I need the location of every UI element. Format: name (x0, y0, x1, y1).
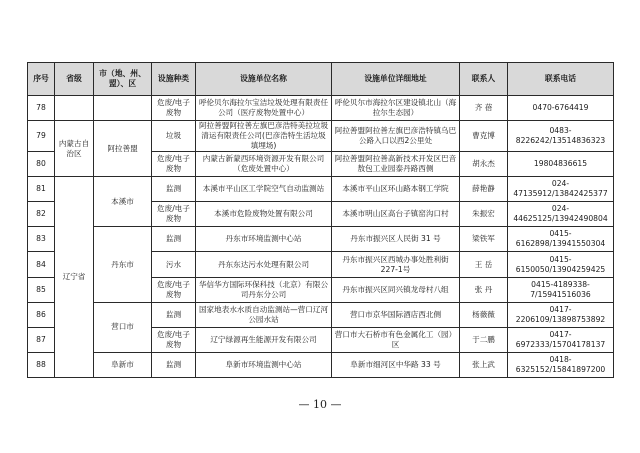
cell-address: 丹东市振兴区西城办事处胜利街227-1号 (332, 252, 460, 277)
cell-city-yingkou: 营口市 (94, 302, 152, 352)
page-number: — 10 — (298, 398, 342, 411)
cell-no: 85 (28, 277, 55, 302)
table-row (28, 177, 614, 202)
table-row (28, 121, 614, 152)
cell-phone: 0415-4189338-7/15941516036 (508, 277, 614, 302)
cell-contact: 张上武 (460, 352, 508, 377)
table-row (28, 227, 614, 252)
cell-address: 本溪市平山区环山路本钢工学院 (332, 177, 460, 202)
table-row (28, 302, 614, 327)
cell-name: 阜新市环境监测中心站 (196, 352, 332, 377)
cell-type: 危废/电子废物 (152, 202, 196, 227)
cell-contact: 王 岳 (460, 252, 508, 277)
cell-address: 丹东市振兴区同兴镇龙母村八组 (332, 277, 460, 302)
cell-contact: 曹克博 (460, 121, 508, 152)
cell-contact: 于二鹏 (460, 327, 508, 352)
cell-province (55, 96, 94, 121)
cell-contact: 齐 蓓 (460, 96, 508, 121)
cell-name: 本溪市平山区工学院空气自动监测站 (196, 177, 332, 202)
cell-province-nmg: 内蒙古自治区 (55, 121, 94, 177)
cell-city-alashan: 阿拉善盟 (94, 121, 152, 177)
cell-city-fuxin: 阜新市 (94, 352, 152, 377)
cell-name: 呼伦贝尔海拉尔宝洁垃圾处理有限责任公司（医疗废物处置中心） (196, 96, 332, 121)
cell-no: 88 (28, 352, 55, 377)
table-row (28, 96, 614, 121)
cell-type: 危废/电子废物 (152, 152, 196, 177)
cell-phone: 0417-6972333/15704178137 (508, 327, 614, 352)
cell-address: 呼伦贝尔市海拉尔区建设镇北山（海拉尔生态园） (332, 96, 460, 121)
header-province: 省级 (55, 63, 94, 96)
cell-no: 87 (28, 327, 55, 352)
cell-type: 监测 (152, 302, 196, 327)
header-no: 序号 (28, 63, 55, 96)
cell-contact: 梁铁军 (460, 227, 508, 252)
cell-address: 阿拉善盟阿拉善高新技术开发区巴音敖包工业园泰丹路西侧 (332, 152, 460, 177)
cell-name: 内蒙古新蒙西环境资源开发有限公司（危废处置中心） (196, 152, 332, 177)
cell-type: 危废/电子废物 (152, 277, 196, 302)
table-header-row (28, 63, 614, 96)
cell-phone: 024-44625125/13942490804 (508, 202, 614, 227)
cell-name: 华信华方国际环保科技（北京）有限公司丹东分公司 (196, 277, 332, 302)
cell-contact: 胡永杰 (460, 152, 508, 177)
cell-type: 监测 (152, 352, 196, 377)
cell-phone: 024-47135912/13842425377 (508, 177, 614, 202)
header-contact: 联系人 (460, 63, 508, 96)
cell-city (94, 96, 152, 121)
cell-name: 丹东东达污水处理有限公司 (196, 252, 332, 277)
cell-address: 丹东市振兴区人民街 31 号 (332, 227, 460, 252)
header-city: 市（地、州、盟）、区 (94, 63, 152, 96)
cell-city-benxi: 本溪市 (94, 177, 152, 227)
cell-type: 监测 (152, 227, 196, 252)
cell-phone: 0483-8226242/13514836323 (508, 121, 614, 152)
cell-name: 辽宁绿源再生能源开发有限公司 (196, 327, 332, 352)
cell-address: 营口市京华国际酒店西北侧 (332, 302, 460, 327)
cell-address: 营口市大石桥市有色金属化工（园）区 (332, 327, 460, 352)
cell-type: 危废/电子废物 (152, 327, 196, 352)
cell-contact: 薛艳静 (460, 177, 508, 202)
cell-contact: 朱振宏 (460, 202, 508, 227)
cell-type: 危废/电子废物 (152, 96, 196, 121)
table-row (28, 352, 614, 377)
cell-phone: 0418-6325152/15841897200 (508, 352, 614, 377)
cell-phone: 0415-6162898/13941550304 (508, 227, 614, 252)
cell-phone: 0470-6764419 (508, 96, 614, 121)
cell-address: 阜新市细河区中华路 33 号 (332, 352, 460, 377)
cell-no: 81 (28, 177, 55, 202)
cell-name: 丹东市环境监测中心站 (196, 227, 332, 252)
cell-no: 79 (28, 121, 55, 152)
header-address: 设施单位详细地址 (332, 63, 460, 96)
cell-contact: 杨薇薇 (460, 302, 508, 327)
cell-address: 阿拉善盟阿拉善左旗巴彦浩特镇乌巴公路入口以西2公里处 (332, 121, 460, 152)
cell-no: 80 (28, 152, 55, 177)
cell-phone: 0415-6150050/13904259425 (508, 252, 614, 277)
header-type: 设施种类 (152, 63, 196, 96)
cell-no: 83 (28, 227, 55, 252)
cell-type: 污水 (152, 252, 196, 277)
header-phone: 联系电话 (508, 63, 614, 96)
cell-city-dandong: 丹东市 (94, 227, 152, 302)
cell-no: 84 (28, 252, 55, 277)
cell-contact: 张 丹 (460, 277, 508, 302)
document-page (27, 62, 613, 378)
cell-address: 本溪市明山区高台子镇窑沟口村 (332, 202, 460, 227)
cell-no: 86 (28, 302, 55, 327)
cell-type: 垃圾 (152, 121, 196, 152)
cell-phone: 0417-2206109/13898753892 (508, 302, 614, 327)
cell-phone: 19804836615 (508, 152, 614, 177)
cell-name: 国家地表水水质自动监测站—营口辽河公园水站 (196, 302, 332, 327)
cell-province-liaoning: 辽宁省 (55, 177, 94, 378)
cell-type: 监测 (152, 177, 196, 202)
cell-no: 82 (28, 202, 55, 227)
cell-name: 阿拉善盟阿拉善左旗巴彦浩特美拉垃圾清运有限责任公司(巴彦浩特生活垃圾填埋场) (196, 121, 332, 152)
cell-no: 78 (28, 96, 55, 121)
cell-name: 本溪市危险废物处置有限公司 (196, 202, 332, 227)
facility-table (27, 62, 614, 378)
header-name: 设施单位名称 (196, 63, 332, 96)
